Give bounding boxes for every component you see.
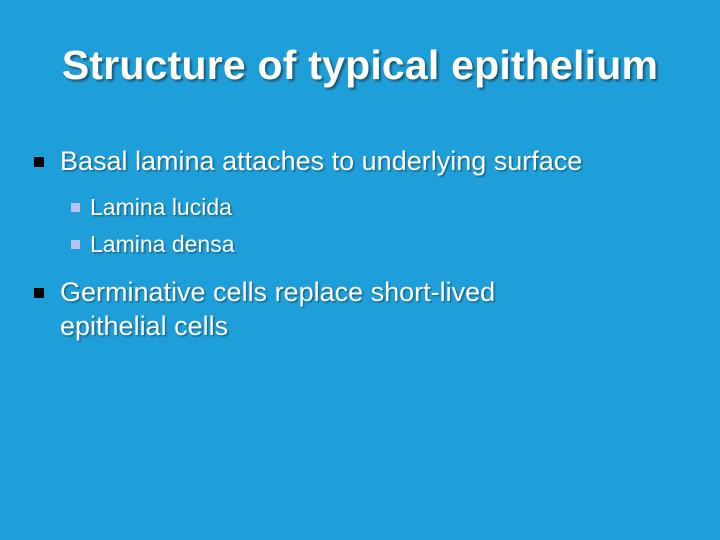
- bullet-text-germinative-line1: Germinative cells replace short-lived: [60, 277, 496, 307]
- sub-bullet-text-lamina-lucida: Lamina lucida: [90, 194, 232, 220]
- bullet-marker-icon: [34, 288, 44, 298]
- bullet-text-germinative-line2: epithelial cells: [60, 311, 229, 341]
- bullet-marker-icon: [34, 157, 44, 167]
- bullet-text-basal-lamina: Basal lamina attaches to underlying surface: [60, 146, 583, 176]
- slide-title: Structure of typical epithelium: [61, 42, 659, 88]
- sub-bullet-marker-icon: [71, 240, 80, 249]
- sub-bullet-marker-icon: [71, 203, 80, 212]
- sub-bullet-text-lamina-densa: Lamina densa: [90, 231, 235, 257]
